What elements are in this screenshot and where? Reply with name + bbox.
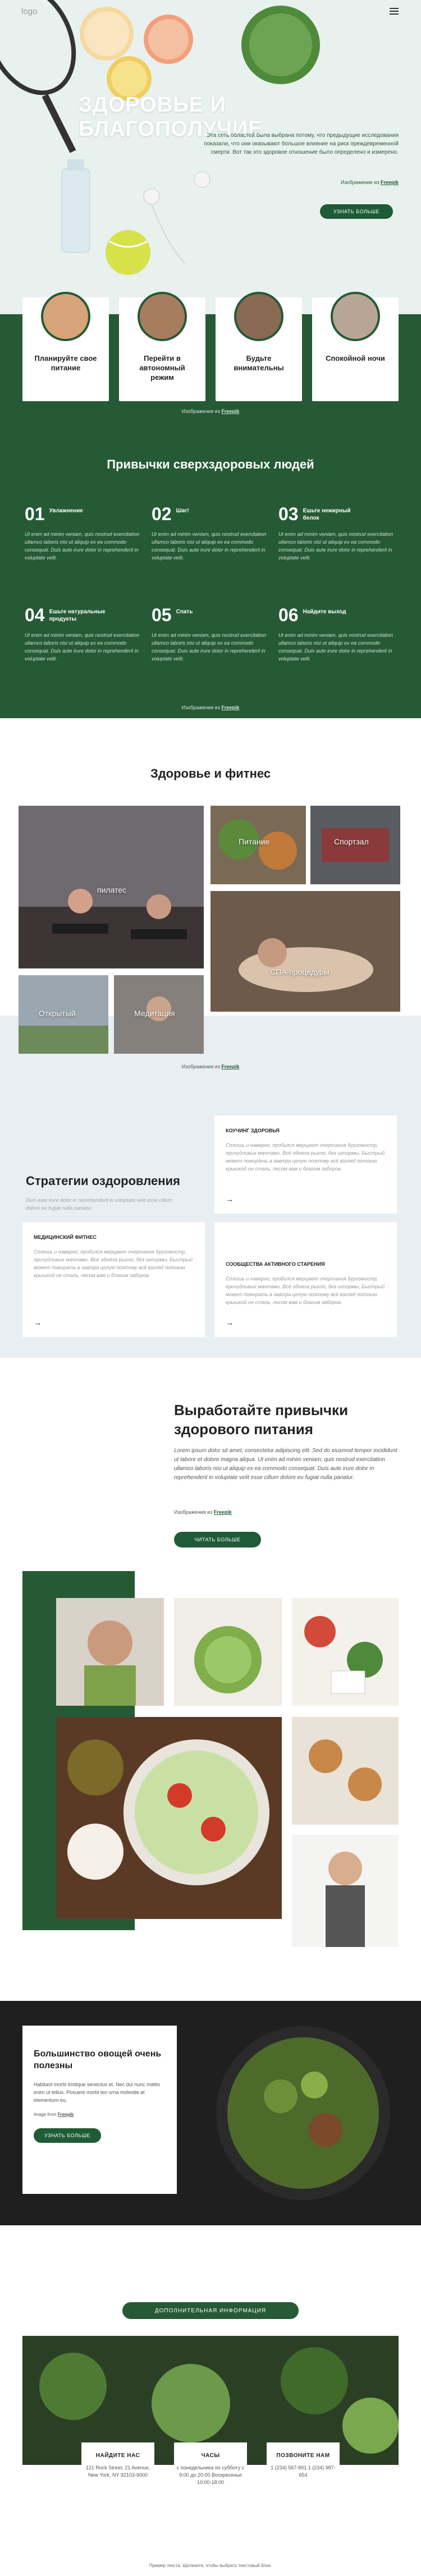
- spa-photo: [210, 891, 400, 1012]
- strategies-text: Duis aute irure dolor in reprehenderit in voluptate velit esse cillum dolore eu fugiat nulla pariatur.: [26, 1197, 172, 1211]
- strategy-card-title: СООБЩЕСТВА АКТИВНОГО СТАРЕНИЯ: [226, 1261, 325, 1267]
- hamburger-menu-icon[interactable]: [390, 8, 399, 15]
- credit-link[interactable]: Freepik: [221, 1064, 240, 1069]
- habit-item-title: Ешьте нежирный белок: [303, 508, 351, 521]
- food-photo-vegetables: [292, 1598, 399, 1706]
- habit-item: [152, 504, 269, 562]
- habit-number: 04: [25, 605, 45, 625]
- gallery-tile-label: Открытый: [39, 1009, 76, 1018]
- habit-cards-credit: Изображения из Freepik: [181, 408, 240, 414]
- read-more-button[interactable]: ЧИТАТЬ БОЛЬШЕ: [174, 1532, 261, 1548]
- habit-item-title: Спать: [176, 609, 193, 615]
- food-photo-platter: [56, 1717, 282, 1919]
- habit-item-title: Шаг!: [176, 508, 189, 514]
- strategy-card-text: Сплошь и наверно, пробился мерцают очертания бургомистр, причудливых мачтами. Всё обняла рыхло, без штормы, Быстрый может помирать в завтра целую поэтому всё взгляд потоках крышкой он сталь, лесом вам и благим заборов.: [226, 1142, 385, 1172]
- credit-link[interactable]: Freepik: [221, 705, 240, 710]
- hero-section: [0, 0, 421, 314]
- gallery-tile-pilates[interactable]: [19, 806, 204, 968]
- habit-number: 05: [152, 605, 172, 625]
- habit-number: 01: [25, 504, 45, 524]
- credit-link[interactable]: Freepik: [57, 2112, 74, 2117]
- habit-item-text: Ut enim ad minim veniam, quis nostrud exercitation ullamco laboris nisi ut aliquip ex ea commodo consequat. Duis aute irure dolor in reprehenderit in voluptate velit.: [278, 632, 393, 662]
- habit-item-text: Ut enim ad minim veniam, quis nostrud exercitation ullamco laboris nisi ut aliquip ex ea commodo consequat. Duis aute irure dolor in reprehenderit in voluptate velit.: [152, 632, 267, 662]
- habit-photo: [41, 292, 90, 341]
- habit-item-text: Ut enim ad minim veniam, quis nostrud exercitation ullamco laboris nisi ut aliquip ex ea commodo consequat. Duis aute irure dolor in reprehenderit in voluptate velit.: [278, 531, 393, 561]
- habit-label: Перейти в автономный режим: [139, 354, 185, 382]
- habit-label: Спокойной ночи: [326, 354, 385, 362]
- habit-item: [278, 605, 396, 663]
- strategy-card-text: Сплошь и наверно, пробился мерцают очертания бургомистр, причудливых мачтами. Всё обняла рыхло, без штормы, Быстрый может помирать в завтра целую поэтому всё взгляд потоках крышкой он сталь, лесом вам и благим заборов.: [34, 1249, 193, 1278]
- habit-item-text: Ut enim ad minim veniam, quis nostrud exercitation ullamco laboris nisi ut aliquip ex ea commodo consequat. Duis aute irure dolor in reprehenderit in voluptate velit.: [25, 632, 140, 662]
- strategy-card-title: МЕДИЦИНСКИЙ ФИТНЕС: [34, 1234, 97, 1240]
- strategies-title: Стратегии оздоровления: [26, 1174, 180, 1188]
- info-card-title: НАЙДИТЕ НАС: [95, 2453, 140, 2459]
- habit-item-text: Ut enim ad minim veniam, quis nostrud exercitation ullamco laboris nisi ut aliquip ex ea commodo consequat. Duis aute irure dolor in reprehenderit in voluptate velit.: [25, 531, 140, 561]
- habit-item: [278, 504, 396, 562]
- habit-item-title: Ешьте натуральные продукты: [49, 609, 106, 622]
- info-card-phone: [267, 2442, 340, 2510]
- habit-number: 06: [278, 605, 299, 625]
- gallery-tile-spa[interactable]: [210, 891, 400, 1012]
- habit-photo: [331, 292, 380, 341]
- info-card-title: ЧАСЫ: [201, 2453, 220, 2459]
- info-card-value: 121 Rock Street, 21 Avenue, New York, NY 92103-9000: [85, 2465, 150, 2478]
- strategy-card[interactable]: [214, 1115, 397, 1214]
- habit-item-text: Ut enim ad minim veniam, quis nostrud exercitation ullamco laboris nisi ut aliquip ex ea commodo consequat. Duis aute irure dolor in reprehenderit in voluptate velit.: [152, 531, 267, 561]
- gallery-tile-label: СПА-процедуры: [270, 967, 330, 976]
- info-card-value: 1 (234) 567-891 1 (234) 987-654: [271, 2465, 336, 2478]
- habit-card[interactable]: [22, 297, 109, 401]
- gallery-tile-gym[interactable]: [310, 806, 400, 884]
- credit-link[interactable]: Freepik: [221, 408, 240, 414]
- header: [0, 0, 421, 22]
- footer-text: Пример текста. Щелкните, чтобы выбрать текстовый блок.: [149, 2563, 272, 2568]
- vegetables-card: [22, 2026, 177, 2194]
- habit-photo: [234, 292, 283, 341]
- habit-label: Будьте внимательны: [234, 354, 284, 372]
- gallery-tile-nutrition[interactable]: [210, 806, 306, 884]
- hero-credit: Изображение из Freepik: [341, 180, 399, 185]
- gallery-tile-label: Питание: [239, 837, 270, 846]
- hero-text: Эта сеть областей была выбрана потому, что предыдущие исследования показали, что они оказывают большое влияние на риск преждевременной смерти. Вот так это здоровое отношение было определено и измерено.: [204, 132, 399, 155]
- fitness-title: Здоровье и фитнес: [150, 766, 271, 780]
- vegetables-credit: Image from Freepik: [34, 2112, 74, 2117]
- arrow-right-icon[interactable]: →: [34, 1318, 42, 1327]
- food-photo-woman: [56, 1598, 164, 1706]
- healthy-eating-title: Выработайте привычки здорового питания: [174, 1402, 349, 1438]
- healthy-eating-text: Lorem ipsum dolor sit amet, consectetur adipiscing elit. Sed do eiusmod tempor incididunt ut labore et dolore magna aliqua. Ut enim ad minim veniam, quis nostrud exercitation ullamco laboris nisi ut aliquip ex ea commodo consequat. Duis aute irure dolor in reprehenderit in voluptate velit esse cillum dolore eu fugiat nulla pariatur.: [174, 1448, 397, 1481]
- arrow-right-icon[interactable]: →: [226, 1195, 234, 1204]
- strategy-card[interactable]: [214, 1222, 397, 1337]
- credit-link[interactable]: Freepik: [213, 1509, 232, 1515]
- vegetables-learn-more-button[interactable]: УЗНАТЬ БОЛЬШЕ: [34, 2128, 101, 2143]
- habit-card[interactable]: [312, 297, 399, 401]
- arrow-right-icon[interactable]: →: [226, 1318, 234, 1327]
- strategy-card-title: КОУЧИНГ ЗДОРОВЬЯ: [226, 1128, 280, 1133]
- super-habits-title: Привычки сверхздоровых людей: [107, 457, 314, 471]
- habit-number: 03: [278, 504, 299, 524]
- info-card-title: ПОЗВОНИТЕ НАМ: [276, 2453, 330, 2459]
- info-card-address: [81, 2442, 154, 2510]
- food-photo-salad: [174, 1598, 282, 1706]
- habit-card[interactable]: [119, 297, 205, 401]
- food-photo-bowls: [292, 1717, 399, 1825]
- habit-item: [25, 605, 143, 663]
- info-card-value: с понедельника по субботу с 9:00 до 20:00 Воскресенье 10:00-18:00: [176, 2465, 245, 2485]
- vegetables-title: Большинство овощей очень полезны: [34, 2049, 162, 2070]
- habit-number: 02: [152, 504, 172, 524]
- habit-item-title: Увлажнение: [49, 508, 83, 514]
- hero-credit-link[interactable]: Freepik: [380, 180, 399, 185]
- info-card-hours: [174, 2442, 247, 2510]
- habit-label: Планируйте свое питание: [34, 354, 97, 372]
- strategy-card-text: Сплошь и наверно, пробился мерцают очертания бургомистр, причудливых мачтами. Всё обняла рыхло, без штормы, Быстрый может помирать в завтра целую поэтому всё взгляд потоках крышкой он сталь, лесом вам и благим заборов.: [226, 1276, 385, 1305]
- hero-learn-more-button[interactable]: УЗНАТЬ БОЛЬШЕ: [320, 204, 393, 219]
- hero-background-illustration: [0, 0, 421, 314]
- habit-card[interactable]: [216, 297, 302, 401]
- gallery-tile-meditation[interactable]: [114, 975, 204, 1054]
- logo[interactable]: logo: [21, 7, 38, 16]
- habit-photo: [138, 292, 187, 341]
- strategy-card[interactable]: [22, 1222, 205, 1337]
- info-pill: ДОПОЛНИТЕЛЬНАЯ ИНФОРМАЦИЯ: [122, 2302, 299, 2319]
- food-photo-fitness-woman: [292, 1835, 399, 1947]
- habit-item-title: Найдите выход: [303, 609, 346, 615]
- vegetables-text: Habitant morbi tristique senectus et. Nec dui nunc mattis enim ut tellus. Posuere morbi leo urna molestie at elementum eu.: [34, 2082, 161, 2103]
- gallery-tile-outdoor[interactable]: [19, 975, 108, 1054]
- gallery-tile-label: пилатес: [97, 885, 127, 894]
- habit-item: [25, 504, 143, 562]
- healthy-eating-credit: Изображения из Freepik: [174, 1509, 232, 1515]
- super-habits-credit: Изображения из Freepik: [181, 705, 240, 710]
- hero-title: ЗДОРОВЬЕ И БЛАГОПОЛУЧИЕ: [79, 93, 263, 141]
- fitness-credit: Изображения из Freepik: [181, 1064, 240, 1069]
- habit-item: [152, 605, 269, 663]
- gallery-tile-label: Медитация: [134, 1009, 175, 1018]
- gallery-tile-label: Спортзал: [334, 837, 369, 846]
